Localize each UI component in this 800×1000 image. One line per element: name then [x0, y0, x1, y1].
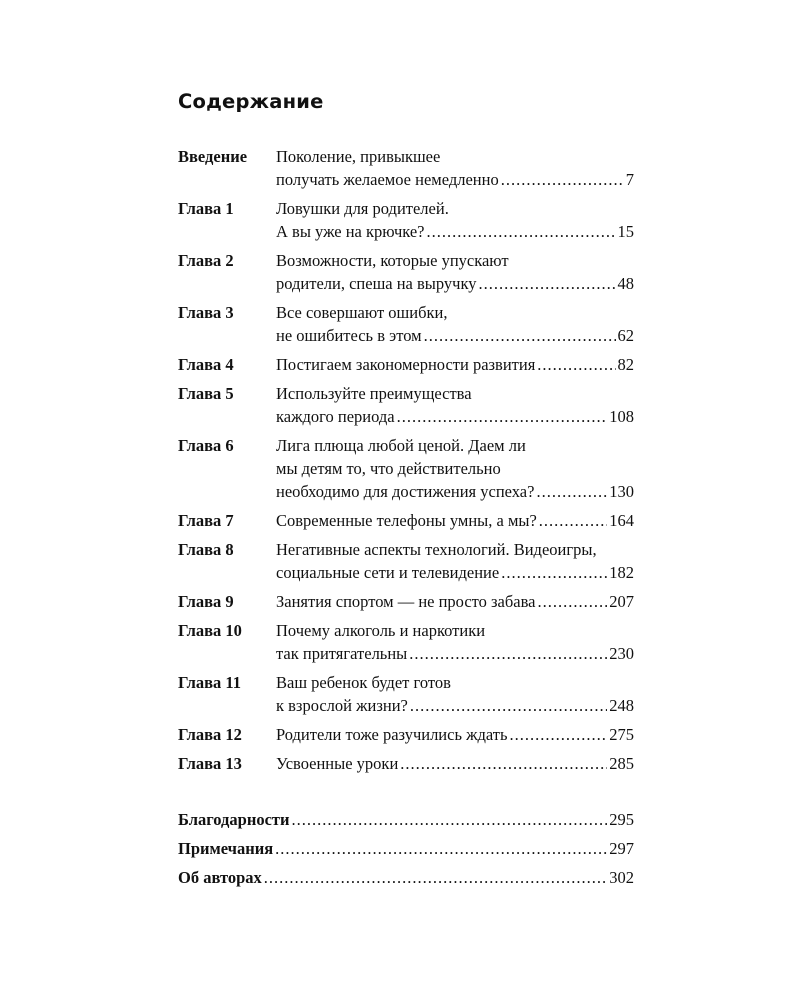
toc-entry [178, 723, 634, 746]
toc-entry [178, 382, 634, 428]
toc-entry-label: Глава 6 [178, 436, 234, 455]
toc-entry [178, 619, 634, 665]
dot-leader [400, 752, 607, 775]
toc-page-number: 48 [617, 274, 634, 293]
toc-entry-title [276, 434, 634, 503]
toc-entry-leader-line [276, 723, 634, 746]
toc-page-number: 285 [609, 754, 634, 773]
dot-leader [409, 642, 607, 665]
toc-entry [178, 671, 634, 717]
dot-leader [501, 561, 607, 584]
toc-entry-leader-line [276, 561, 634, 584]
toc-entry-title-line: получать желаемое немедленно [276, 170, 499, 189]
toc-entry [178, 434, 634, 503]
toc-entry-leader-line [276, 220, 634, 243]
toc-entry-leader-line [276, 168, 634, 191]
toc-entry [178, 752, 634, 775]
toc-entry-title-line: А вы уже на крючке? [276, 222, 425, 241]
table-of-contents [178, 145, 634, 895]
toc-page-number: 230 [609, 644, 634, 663]
toc-entry-leader-line [276, 480, 634, 503]
toc-entry-label: Глава 5 [178, 384, 234, 403]
toc-entry-title [276, 353, 634, 376]
toc-entry-label: Глава 12 [178, 725, 242, 744]
toc-entry-title-line: Возможности, которые упускают [276, 251, 509, 270]
toc-entry-label: Глава 10 [178, 621, 242, 640]
toc-page-number: 207 [609, 592, 634, 611]
toc-entry-title-line: Используйте преимущества [276, 384, 472, 403]
toc-entry-title-line: не ошибитесь в этом [276, 326, 422, 345]
toc-page-number: 164 [609, 511, 634, 530]
toc-entry-title [276, 249, 634, 295]
toc-page-number: 130 [609, 482, 634, 501]
dot-leader [292, 808, 608, 831]
dot-leader [424, 324, 616, 347]
toc-page-number: 297 [609, 839, 634, 858]
toc-entry-leader-line [276, 405, 634, 428]
toc-entry-leader-line [276, 272, 634, 295]
toc-page-number: 182 [609, 563, 634, 582]
toc-entry-title-line: Почему алкоголь и наркотики [276, 621, 486, 640]
toc-entry-title-line: мы детям то, что действительно [276, 459, 501, 478]
toc-entry-label: Глава 1 [178, 199, 234, 218]
toc-entry-title-line: так притягательны [276, 644, 408, 663]
toc-entry-label: Глава 8 [178, 540, 234, 559]
toc-page-number: 275 [609, 725, 634, 744]
toc-entry [178, 538, 634, 584]
toc-entry-title-line: Усвоенные уроки [276, 754, 399, 773]
toc-entry-title-line: необходимо для достижения успеха? [276, 482, 535, 501]
toc-entry-title [276, 382, 634, 428]
toc-entry [178, 509, 634, 532]
toc-entry-title-line: Занятия спортом — не просто забава [276, 592, 536, 611]
dot-leader [536, 480, 607, 503]
toc-back-entry [178, 837, 634, 860]
toc-entry-title [276, 752, 634, 775]
toc-entry [178, 301, 634, 347]
toc-entry-title-line: Все совершают ошибки, [276, 303, 448, 322]
toc-entry [178, 249, 634, 295]
toc-entry-title-line: Родители тоже разучились ждать [276, 725, 508, 744]
toc-page-number: 62 [617, 326, 634, 345]
toc-entry-label: Глава 4 [178, 355, 234, 374]
dot-leader [501, 168, 624, 191]
toc-entry-title-line: Постигаем закономерности развития [276, 355, 536, 374]
toc-page-number: 302 [609, 868, 634, 887]
toc-entry [178, 145, 634, 191]
toc-entry-leader-line [276, 509, 634, 532]
toc-entry-title [276, 197, 634, 243]
toc-page-number: 248 [609, 696, 634, 715]
toc-back-entry-label: Благодарности [178, 810, 290, 829]
toc-chapter-list [178, 145, 634, 775]
toc-entry-label: Глава 7 [178, 511, 234, 530]
dot-leader [510, 723, 608, 746]
toc-entry-title [276, 590, 634, 613]
dot-leader [539, 509, 607, 532]
dot-leader [479, 272, 616, 295]
toc-entry-title-line: Современные телефоны умны, а мы? [276, 511, 537, 530]
toc-entry-leader-line [276, 752, 634, 775]
toc-entry-leader-line [276, 324, 634, 347]
toc-entry-leader-line [276, 590, 634, 613]
toc-back-entry-label: Примечания [178, 839, 274, 858]
toc-page-number: 15 [617, 222, 634, 241]
toc-entry-title [276, 145, 634, 191]
toc-back-entry [178, 866, 634, 889]
toc-entry-title [276, 671, 634, 717]
dot-leader [275, 837, 607, 860]
dot-leader [538, 590, 608, 613]
toc-entry-title-line: к взрослой жизни? [276, 696, 408, 715]
toc-entry-title-line: Лига плюща любой ценой. Даем ли [276, 436, 526, 455]
toc-page-number: 295 [609, 810, 634, 829]
toc-entry-title-line: Негативные аспекты технологий. Видеоигры, [276, 540, 597, 559]
toc-entry-title-line: родители, спеша на выручку [276, 274, 477, 293]
toc-entry [178, 590, 634, 613]
dot-leader [410, 694, 607, 717]
toc-entry-label: Глава 13 [178, 754, 242, 773]
dot-leader [264, 866, 607, 889]
toc-entry-label: Глава 11 [178, 673, 242, 692]
toc-entry-title [276, 723, 634, 746]
toc-entry-title-line: Ловушки для родителей. [276, 199, 449, 218]
toc-entry-title [276, 538, 634, 584]
toc-entry-label: Глава 9 [178, 592, 234, 611]
toc-entry-title-line: Поколение, привыкшее [276, 147, 441, 166]
toc-entry-title-line: Ваш ребенок будет готов [276, 673, 451, 692]
toc-page-number: 82 [617, 355, 634, 374]
toc-entry-title [276, 509, 634, 532]
toc-entry-title [276, 619, 634, 665]
toc-back-entry [178, 808, 634, 831]
toc-entry-title-line: каждого периода [276, 407, 395, 426]
page-title: Содержание [178, 90, 324, 113]
toc-entry-leader-line [276, 353, 634, 376]
toc-entry-title-line: социальные сети и телевидение [276, 563, 500, 582]
toc-page-number: 108 [609, 407, 634, 426]
toc-entry-label: Глава 3 [178, 303, 234, 322]
toc-entry-leader-line [276, 694, 634, 717]
toc-back-matter-list [178, 808, 634, 889]
toc-entry-title [276, 301, 634, 347]
toc-entry-label: Глава 2 [178, 251, 234, 270]
toc-page-number: 7 [625, 170, 634, 189]
toc-back-entry-label: Об авторах [178, 868, 262, 887]
toc-entry-leader-line [276, 642, 634, 665]
dot-leader [427, 220, 616, 243]
toc-entry [178, 353, 634, 376]
toc-entry [178, 197, 634, 243]
dot-leader [397, 405, 608, 428]
toc-entry-label: Введение [178, 147, 248, 166]
dot-leader [537, 353, 615, 376]
